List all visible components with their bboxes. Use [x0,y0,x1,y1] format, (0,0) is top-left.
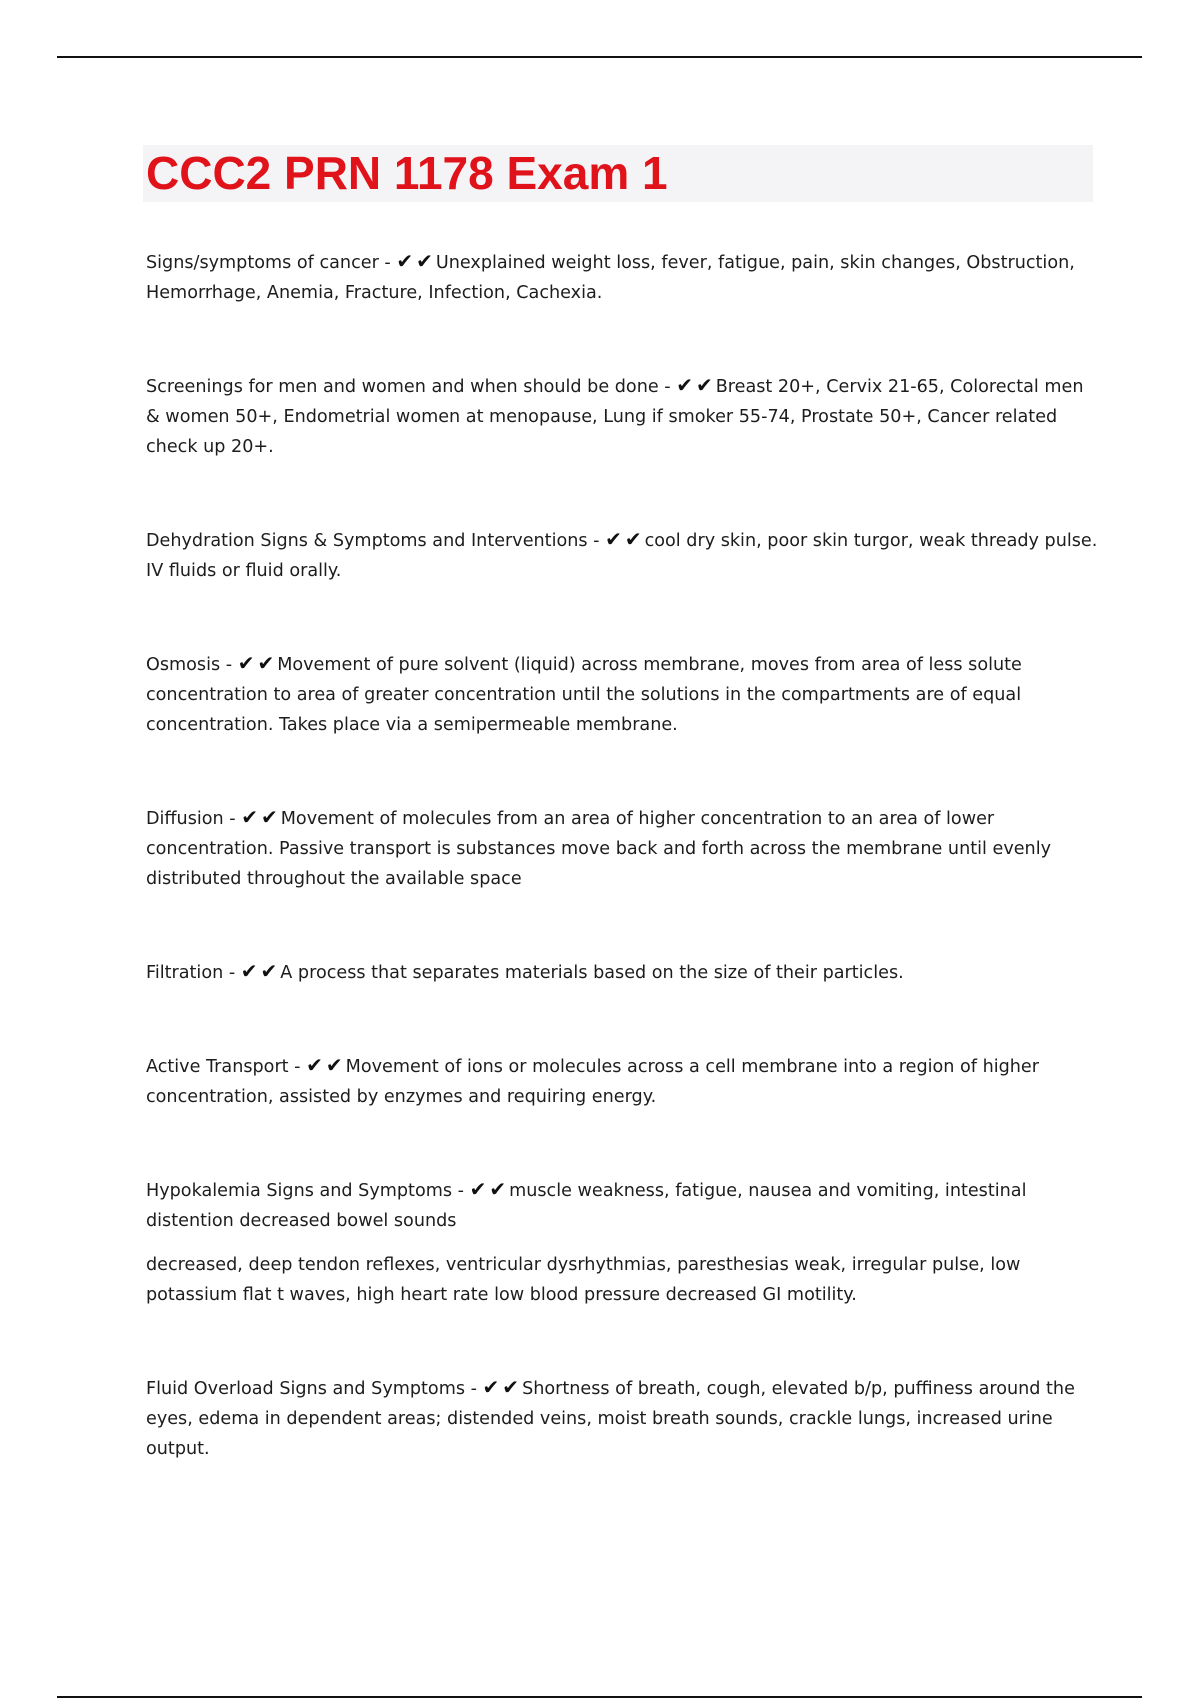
qa-paragraph [146,956,1101,988]
qa-paragraph [146,802,1101,894]
flashcard-list [146,246,1101,1526]
qa-term: Osmosis [146,655,221,675]
qa-paragraph [146,246,1101,308]
double-check-icon: ✔✔ [240,959,281,983]
top-rule [57,56,1142,58]
qa-answer: A process that separates materials based on the size of their particles. [280,963,904,983]
qa-entry [146,1174,1101,1310]
qa-paragraph [146,370,1101,462]
qa-separator: - [223,809,242,829]
qa-term: Active Transport [146,1057,289,1077]
qa-term: Dehydration Signs & Symptoms and Interventions [146,531,588,551]
qa-term: Screenings for men and women and when should be done [146,377,659,397]
qa-separator: - [220,655,238,675]
qa-term: Diffusion [146,809,224,829]
qa-separator: - [288,1057,307,1077]
qa-paragraph [146,524,1101,586]
qa-term: Fluid Overload Signs and Symptoms [146,1379,465,1399]
qa-paragraph [146,1050,1101,1112]
qa-term: Hypokalemia Signs and Symptoms [146,1181,453,1201]
qa-paragraph [146,648,1101,740]
qa-separator: - [452,1181,470,1201]
qa-separator: - [587,531,606,551]
qa-term: Filtration [146,963,224,983]
qa-entry [146,802,1101,894]
qa-entry [146,1050,1101,1112]
double-check-icon: ✔✔ [469,1177,510,1201]
qa-paragraph [146,1174,1101,1236]
qa-entry [146,370,1101,462]
qa-continuation: decreased, deep tendon reflexes, ventricular dysrhythmias, paresthesias weak, irregular pulse, low potassium flat t waves, high heart rate low blood pressure decreased GI motility. [146,1255,1021,1305]
double-check-icon: ✔✔ [605,527,645,551]
qa-entry [146,246,1101,308]
double-check-icon: ✔✔ [306,1053,346,1077]
double-check-icon: ✔✔ [241,805,281,829]
qa-separator: - [658,377,677,397]
qa-separator: - [465,1379,483,1399]
qa-term: Signs/symptoms of cancer [146,253,379,273]
qa-answer: Unexplained weight loss, fever, fatigue, pain, skin changes, Obstruction, Hemorrhage, Anemia, Fracture, Infection, Cachexia. [146,253,1075,303]
qa-answer: Breast 20+, Cervix 21-65, Colorectal men & women 50+, Endometrial women at menopause, Lung if smoker 55-74, Prostate 50+, Cancer related check up 20+. [146,377,1084,457]
document-title: CCC2 PRN 1178 Exam 1 [146,147,668,199]
qa-answer: muscle weakness, fatigue, nausea and vomiting, intestinal distention decreased bowel sounds [146,1181,1027,1231]
bottom-rule [57,1696,1142,1698]
qa-separator: - [223,963,241,983]
qa-entry [146,956,1101,988]
qa-entry [146,1372,1101,1464]
qa-answer: Movement of pure solvent (liquid) across membrane, moves from area of less solute concentration to area of greater concentration until the solutions in the compartments are of equal concentration. Takes place via a semipermeable membrane. [146,655,1022,735]
qa-separator: - [378,253,397,273]
qa-answer: Movement of ions or molecules across a cell membrane into a region of higher concentration, assisted by enzymes and requiring energy. [146,1057,1039,1107]
double-check-icon: ✔✔ [237,651,278,675]
double-check-icon: ✔✔ [482,1375,523,1399]
qa-entry [146,524,1101,586]
qa-paragraph [146,1372,1101,1464]
qa-entry [146,648,1101,740]
qa-answer: cool dry skin, poor skin turgor, weak thready pulse. IV fluids or fluid orally. [146,531,1098,581]
qa-answer: Movement of molecules from an area of higher concentration to an area of lower concentration. Passive transport is substances move back and forth across the membrane until evenly distributed throughout the available space [146,809,1052,889]
double-check-icon: ✔✔ [676,373,716,397]
double-check-icon: ✔✔ [396,249,436,273]
qa-answer: Shortness of breath, cough, elevated b/p, puffiness around the eyes, edema in dependent areas; distended veins, moist breath sounds, crackle lungs, increased urine output. [146,1379,1075,1459]
